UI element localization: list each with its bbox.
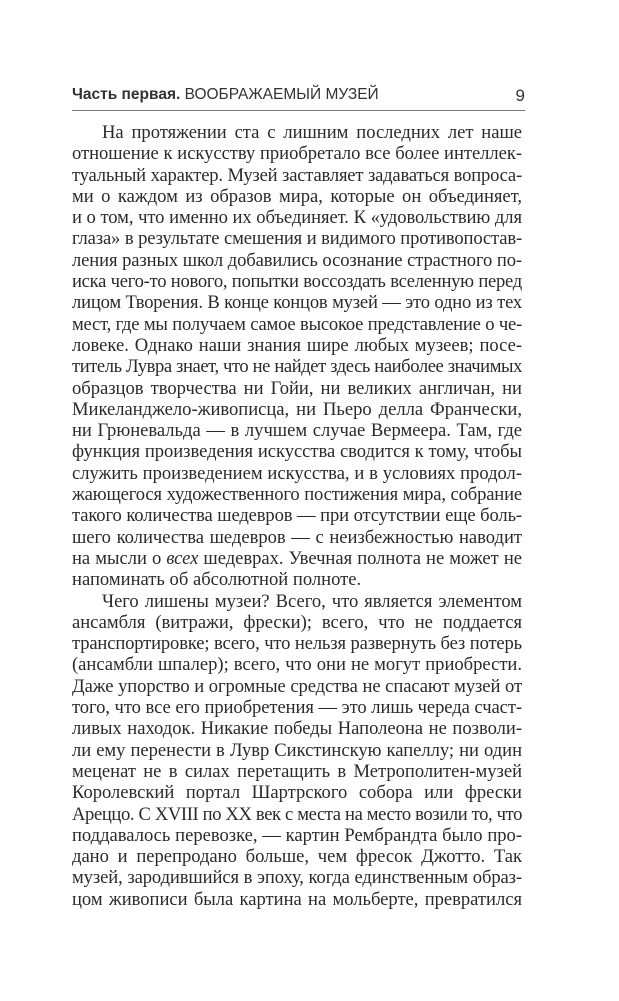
text-line <box>72 356 522 377</box>
text-line <box>72 676 522 697</box>
text-line-content: дано и перепродано больше, чем фресок Джотто. Так <box>72 846 522 868</box>
text-line-content: Ареццо. С XVIII по XX век с места на место возили то, что <box>72 803 522 825</box>
text-line <box>72 463 522 484</box>
text-line <box>72 143 522 164</box>
text-segment: шедеврах. Увечная полнота не может не <box>198 547 522 569</box>
text-line-content: лицом Творения. В конце концов музей — это одно из тех <box>72 292 522 314</box>
text-line <box>72 591 522 612</box>
text-line <box>72 484 522 505</box>
text-line-content: ансамбля (витражи, фрески); всего, что не поддается <box>72 611 522 633</box>
text-line <box>72 271 522 292</box>
text-line <box>72 228 522 249</box>
text-line-content: глаза» в результате смешения и видимого противопостав- <box>72 228 522 250</box>
text-line <box>72 654 522 675</box>
text-line-content: того, что все его приобретения — это лишь череда счаст- <box>72 697 522 719</box>
text-line-content: отношение к искусству приобретало все более интеллек- <box>72 143 522 165</box>
paragraph-1 <box>72 122 522 591</box>
text-line <box>72 697 522 718</box>
text-line <box>72 186 522 207</box>
text-line-content: ни Грюневальда — в лучшем случае Вермеера. Там, где <box>72 420 522 442</box>
text-line <box>72 292 522 313</box>
text-line-content: ливых находок. Никакие победы Наполеона не позволи- <box>72 718 522 740</box>
text-line <box>72 825 522 846</box>
text-line <box>72 782 522 803</box>
text-line-content: поддавалось перевозке, — картин Рембрандта было про- <box>72 824 522 846</box>
text-line-content: жающегося художественного постижения мира, собрание <box>72 484 522 506</box>
text-line <box>72 633 522 654</box>
body-text <box>72 122 522 910</box>
text-line-content: ли ему перенести в Лувр Сикстинскую капеллу; ни один <box>72 739 522 761</box>
text-line <box>72 867 522 888</box>
text-line <box>72 122 522 143</box>
page-number: 9 <box>515 86 525 105</box>
text-line <box>72 846 522 867</box>
text-line-content: цом живописи была картина на мольберте, превратился <box>72 888 522 910</box>
text-line <box>72 207 522 228</box>
text-line-content: Микеланджело-живописца, ни Пьеро делла Франчески, <box>72 398 522 420</box>
header-rule <box>72 110 525 111</box>
text-line-content: меценат не в силах перетащить в Метрополитен-музей <box>72 760 522 782</box>
text-line-content: Даже упорство и огромные средства не спасают музей от <box>72 675 522 697</box>
text-line-content: такого количества шедевров — при отсутствии еще боль- <box>72 505 522 527</box>
text-line-content: ловеке. Однако наши знания шире любых музеев; посе- <box>72 334 522 356</box>
text-line <box>72 165 522 186</box>
text-line <box>72 889 522 910</box>
text-line <box>72 740 522 761</box>
text-line <box>72 527 522 548</box>
text-line-content: ления разных школ добавились осознание страстного по- <box>72 249 522 271</box>
text-line-content: напоминать об абсолютной полноте. <box>72 569 362 591</box>
text-line <box>72 378 522 399</box>
text-line-content: музей, зародившийся в эпоху, когда единственным образ- <box>72 867 522 889</box>
text-line-content: титель Лувра знает, что не найдет здесь наиболее значимых <box>72 356 522 378</box>
text-line-content: транспортировке; всего, что нельзя развернуть без потерь <box>72 633 522 655</box>
italic-word: всех <box>166 547 199 569</box>
text-line <box>72 505 522 526</box>
text-line-content: мест, где мы получаем самое высокое представление о че- <box>72 313 522 335</box>
text-line <box>72 612 522 633</box>
text-line <box>72 314 522 335</box>
text-line <box>72 399 522 420</box>
text-line <box>72 335 522 356</box>
text-line <box>72 804 522 825</box>
paragraph-2 <box>72 591 522 910</box>
text-line-content: туальный характер. Музей заставляет задаваться вопроса- <box>72 164 522 186</box>
text-line <box>72 250 522 271</box>
text-line-content: шего количества шедевров — с неизбежностью наводит <box>72 526 522 548</box>
text-line-content: функция произведения искусства сводится к тому, чтобы <box>72 441 522 463</box>
text-line-content: Чего лишены музеи? Всего, что является элементом <box>102 590 522 612</box>
text-line <box>72 420 522 441</box>
text-line-content: и о том, что именно их объединяет. К «удовольствию для <box>72 207 522 229</box>
running-header <box>72 86 525 108</box>
text-line <box>72 718 522 739</box>
text-line-content: ми о каждом из образов мира, которые он объединяет, <box>72 185 522 207</box>
text-line-content: Королевский портал Шартрского собора или фрески <box>72 782 522 804</box>
text-line <box>72 548 522 569</box>
text-line <box>72 441 522 462</box>
text-segment: на мысли о <box>72 547 167 569</box>
text-line-content: На протяжении ста с лишним последних лет наше <box>102 122 522 143</box>
text-line-content: (ансамбли шпалер); всего, что они не могут приобрести. <box>72 654 522 676</box>
text-line-content: иска чего-то нового, попытки воссоздать вселенную перед <box>72 271 522 293</box>
text-line <box>72 761 522 782</box>
text-line <box>72 569 522 590</box>
text-line-content: образцов творчества ни Гойи, ни великих англичан, ни <box>72 377 522 399</box>
text-line-content: служить произведением искусства, и в условиях продол- <box>72 462 522 484</box>
header-chapter-title: ВООБРАЖАЕМЫЙ МУЗЕЙ <box>184 86 379 103</box>
header-part-label: Часть первая. <box>72 86 181 103</box>
